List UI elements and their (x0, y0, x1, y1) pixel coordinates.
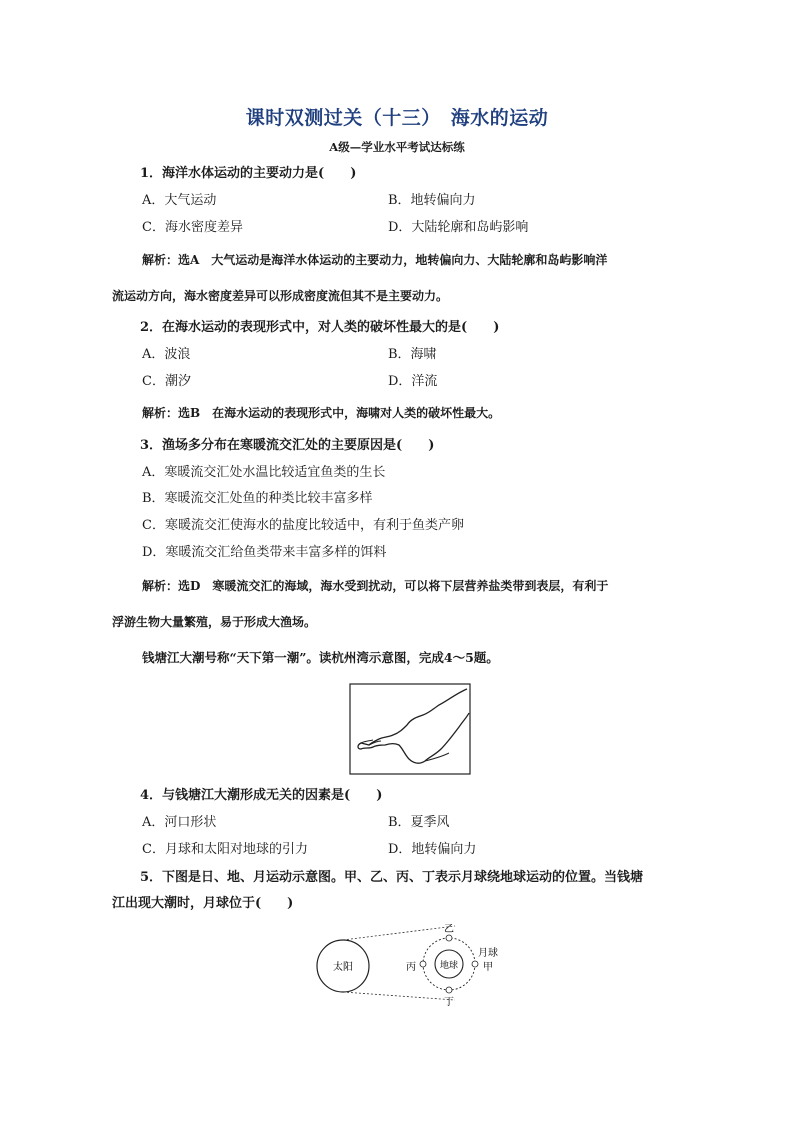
label-jia: 甲 (483, 962, 493, 973)
question-5-stem-line-1: 5．下图是日、地、月运动示意图。甲、乙、丙、丁表示月球绕地球运动的位置。当钱塘 (140, 870, 644, 885)
question-5-stem-line-2: 江出现大潮时，月球位于( ) (112, 896, 294, 911)
moon-position-ding (446, 987, 452, 993)
lower-ray (343, 992, 455, 1000)
label-moon: 月球 (478, 948, 498, 959)
question-3-option-a: A．寒暖流交汇处水温比较适宜鱼类的生长 (142, 465, 386, 480)
question-2-option-c: C．潮汐 (142, 374, 191, 389)
question-2-analysis: 解析：选B 在海水运动的表现形式中，海啸对人类的破坏性最大。 (142, 406, 501, 420)
question-2-option-d: D．洋流 (388, 374, 438, 389)
question-1-option-d: D．大陆轮廓和岛屿影响 (388, 220, 529, 235)
question-3-analysis-line-1: 解析：选D 寒暖流交汇的海域，海水受到扰动，可以将下层营养盐类带到表层，有利于 (142, 579, 609, 593)
question-2-stem: 2．在海水运动的表现形式中，对人类的破坏性最大的是( ) (140, 320, 500, 335)
earth-label: 地球 (439, 961, 459, 971)
question-1-analysis-line-2: 流运动方向，海水密度差异可以形成密度流但其不是主要动力。 (112, 289, 449, 303)
moon-position-bing (420, 961, 426, 967)
upper-ray (343, 926, 455, 940)
question-4-option-c: C．月球和太阳对地球的引力 (142, 842, 308, 857)
moon-position-yi (446, 935, 452, 941)
page-title: 课时双测过关（十三） 海水的运动 (245, 107, 549, 129)
group-intro: 钱塘江大潮号称“天下第一潮”。读杭州湾示意图，完成4～5题。 (142, 650, 499, 665)
question-3-analysis-line-2: 浮游生物大量繁殖，易于形成大渔场。 (112, 615, 317, 629)
question-1-option-c: C．海水密度差异 (142, 220, 243, 235)
question-2-option-a: A．波浪 (142, 347, 191, 362)
sun-earth-moon-diagram (315, 920, 510, 1010)
question-1-option-b: B．地转偏向力 (388, 193, 476, 208)
question-1-analysis-line-1: 解析：选A 大气运动是海洋水体运动的主要动力，地转偏向力、大陆轮廓和岛屿影响洋 (142, 253, 608, 267)
question-3-option-b: B．寒暖流交汇处鱼的种类比较丰富多样 (142, 491, 373, 506)
question-1-option-a: A．大气运动 (142, 193, 217, 208)
question-4-option-b: B．夏季风 (388, 815, 450, 830)
label-bing: 丙 (406, 962, 416, 973)
question-2-option-b: B．海啸 (388, 347, 437, 362)
hangzhou-bay-map (349, 683, 471, 775)
question-3-stem: 3．渔场多分布在寒暖流交汇处的主要原因是( ) (140, 438, 435, 453)
question-4-option-d: D．地转偏向力 (388, 842, 477, 857)
question-3-option-c: C．寒暖流交汇使海水的盐度比较适中，有利于鱼类产卵 (142, 518, 464, 533)
moon-position-jia (472, 961, 478, 967)
question-1-stem: 1．海洋水体运动的主要动力是( ) (140, 166, 357, 181)
sun-label: 太阳 (333, 962, 353, 973)
label-ding: 丁 (444, 997, 454, 1008)
question-4-stem: 4．与钱塘江大潮形成无关的因素是( ) (140, 788, 383, 803)
page-subtitle: A级—学业水平考试达标练 (329, 140, 465, 154)
question-4-option-a: A．河口形状 (142, 815, 217, 830)
question-3-option-d: D．寒暖流交汇给鱼类带来丰富多样的饵料 (142, 545, 387, 560)
label-yi: 乙 (444, 924, 454, 935)
